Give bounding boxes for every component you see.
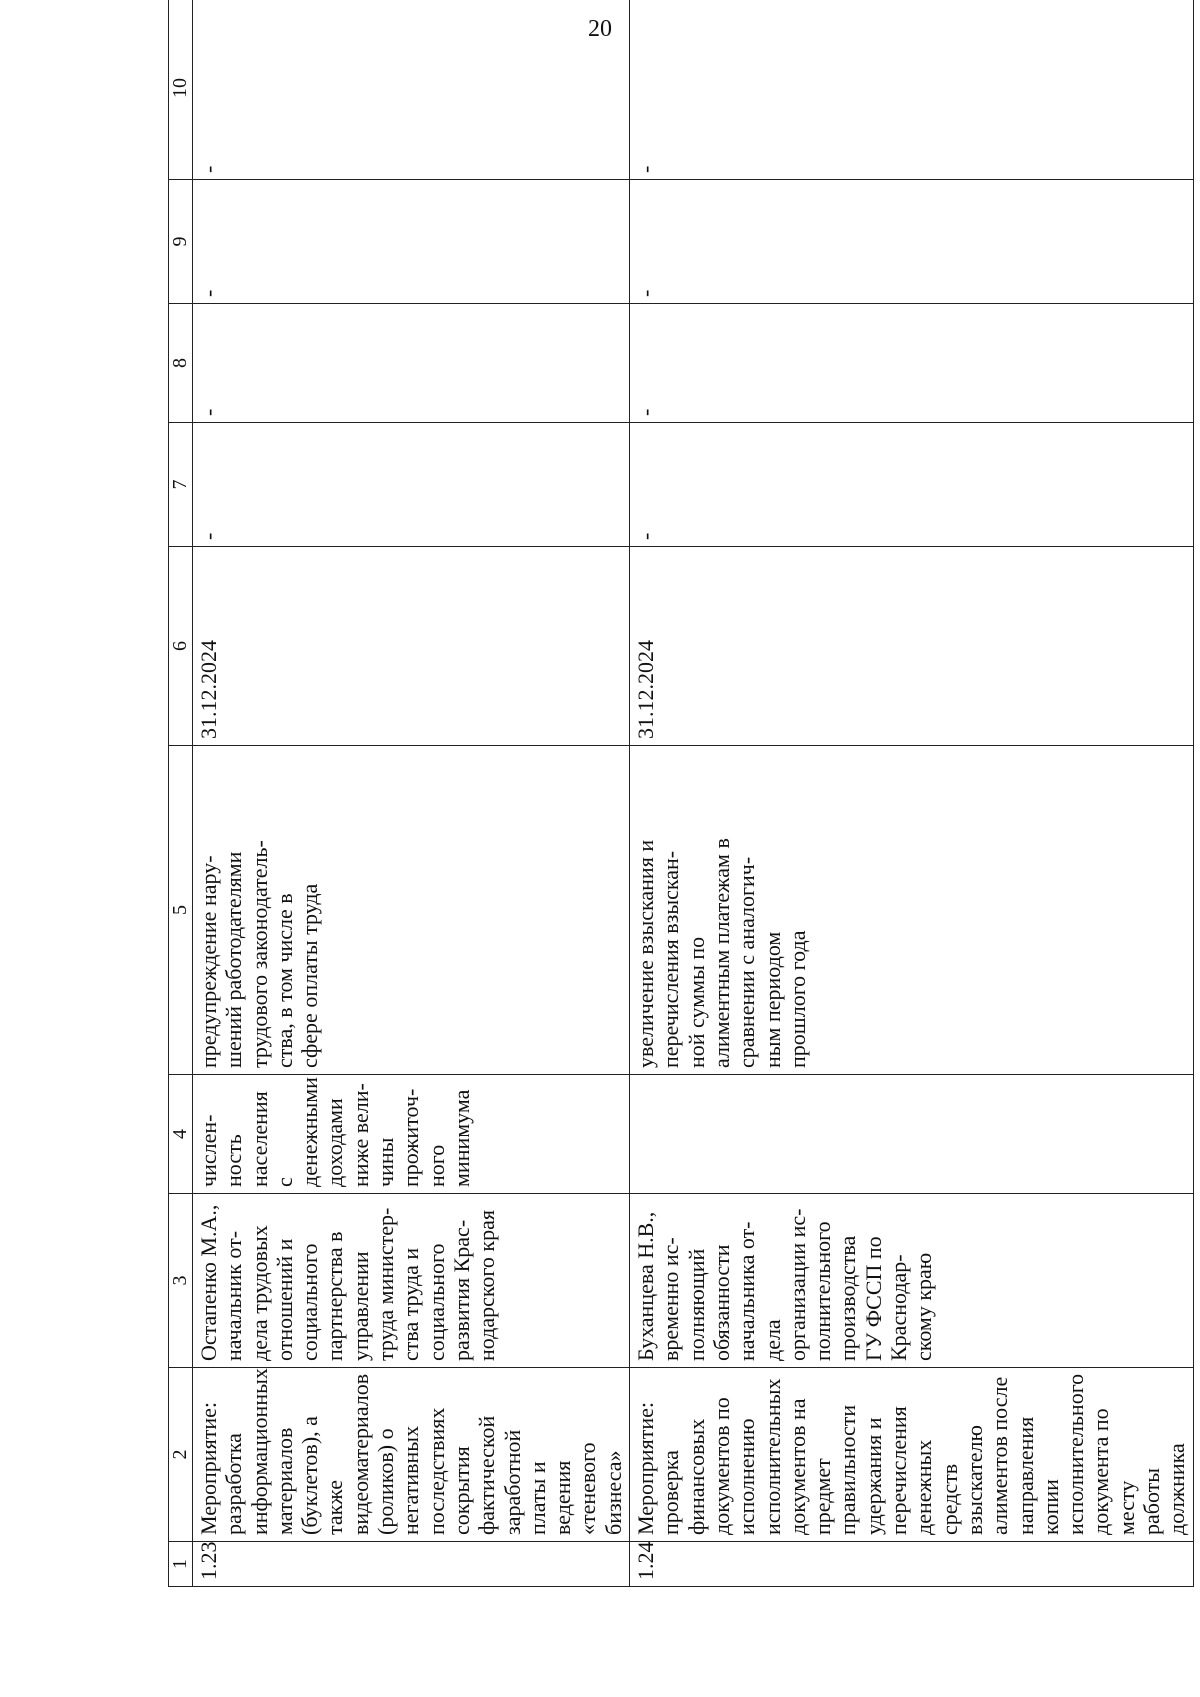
col10-cell: -	[630, 0, 1194, 180]
result-cell: предупреждение нару- шений работодателями трудового законодатель- ства, в том числе в сфере оплаты труда	[193, 746, 630, 1075]
deadline-cell: 31.12.2024	[193, 547, 630, 746]
row-number: 1.23	[193, 1542, 630, 1587]
event-cell: Мероприятие: разработка информационных материалов (буклетов), а также видеоматериалов (роликов) о негативных последствиях сокрытия фактической заработной платы и ведения «теневого бизнеса»	[193, 1368, 630, 1542]
col8-cell: -	[193, 304, 630, 423]
col8-cell: -	[630, 304, 1194, 423]
result-cell: увеличение взыскания и перечисления взыскан- ной суммы по алиментным платежам в сравнении с аналогич- ным периодом прошлого года	[630, 746, 1194, 1075]
measures-table	[168, 0, 1194, 1587]
table-row	[630, 0, 1194, 1587]
rotated-table-container	[168, 78, 1190, 1587]
column-number-row	[169, 0, 193, 1587]
col-header-9: 9	[169, 180, 193, 304]
indicator-cell	[630, 1075, 1194, 1194]
col7-cell: -	[630, 423, 1194, 547]
indicator-cell: числен- ность населения с денежными доходами ниже вели- чины прожиточ- ного минимума	[193, 1075, 630, 1194]
col10-cell: -	[193, 0, 630, 180]
col9-cell: -	[630, 180, 1194, 304]
col-header-3: 3	[169, 1194, 193, 1368]
col-header-10: 10	[169, 0, 193, 180]
col-header-4: 4	[169, 1075, 193, 1194]
deadline-cell: 31.12.2024	[630, 547, 1194, 746]
responsible-cell: Буханцева Н.В., временно ис- полняющий обязанности начальника от- дела организации ис- полнительного производства ГУ ФССП по Краснодар- скому краю	[630, 1194, 1194, 1368]
col-header-2: 2	[169, 1368, 193, 1542]
col7-cell: -	[193, 423, 630, 547]
col-header-1: 1	[169, 1542, 193, 1587]
page-number: 20	[588, 16, 612, 42]
col-header-5: 5	[169, 746, 193, 1075]
col9-cell: -	[193, 180, 630, 304]
col-header-7: 7	[169, 423, 193, 547]
event-cell: Мероприятие: проверка финансовых документов по исполнению исполнительных документов на предмет правильности удержания и перечисления денежных средств взыскателю алиментов после направления копии исполнительного документа по месту работы должника	[630, 1368, 1194, 1542]
col-header-8: 8	[169, 304, 193, 423]
responsible-cell: Остапенко М.А., начальник от- дела трудовых отношений и социального партнерства в управлении труда министер- ства труда и социального развития Крас- нодарского края	[193, 1194, 630, 1368]
col-header-6: 6	[169, 547, 193, 746]
row-number: 1.24	[630, 1542, 1194, 1587]
table-row	[193, 0, 630, 1587]
